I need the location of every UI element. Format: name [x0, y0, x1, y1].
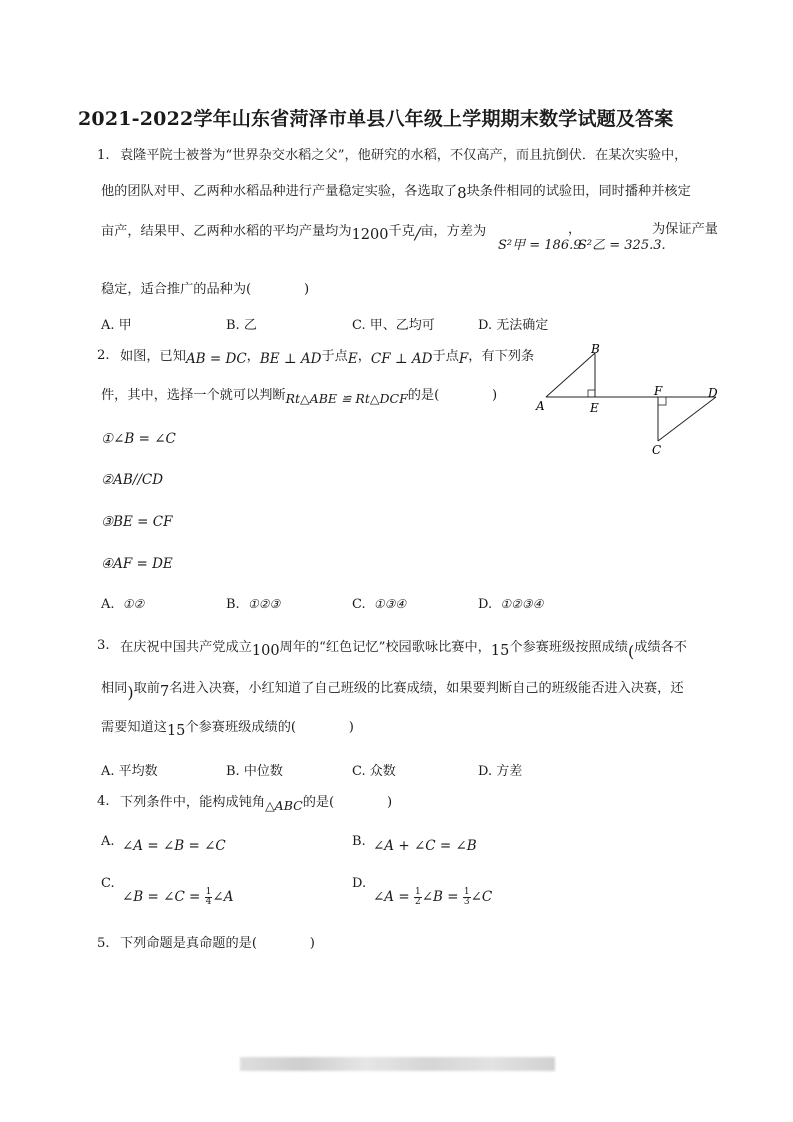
option-label: D.: [478, 597, 493, 612]
option-a[interactable]: ∠A = ∠B = ∠C: [122, 838, 226, 854]
text-run: 的是( ): [407, 388, 498, 403]
variance-jia: S²甲 = 186.9: [498, 238, 582, 253]
option-b[interactable]: ∠A + ∠C = ∠B: [373, 838, 477, 854]
denominator: 3: [463, 897, 470, 907]
math-f: F: [458, 351, 469, 367]
option-d[interactable]: [373, 888, 492, 907]
option-c[interactable]: [122, 888, 233, 907]
math-paren: ): [127, 683, 134, 702]
geometry-figure: [530, 340, 730, 458]
fraction: [414, 888, 422, 907]
condition-1: ①∠B = ∠C: [101, 431, 176, 447]
right-angle-e: [588, 390, 595, 397]
option-c[interactable]: [352, 597, 406, 612]
option-label: B.: [226, 597, 240, 612]
math-be-perp-ad: BE ⊥ AD: [259, 351, 322, 367]
option-value: ①②③: [247, 597, 281, 611]
option-label: A.: [101, 597, 115, 612]
text-run: 亩，方差为: [420, 224, 487, 239]
text-run: 下列条件中，能构成钝角: [120, 795, 266, 810]
option-a[interactable]: A. 甲: [101, 318, 132, 333]
option-c[interactable]: C. 众数: [352, 764, 396, 779]
text-run: 的是( ): [302, 795, 393, 810]
text-run: 如图，已知: [120, 349, 186, 364]
question-text: 稳定，适合推广的品种为( ): [101, 282, 310, 297]
question-number: 5.: [97, 936, 110, 951]
line-cd: [658, 397, 716, 441]
text-run: 在庆祝中国共产党成立: [120, 640, 252, 655]
fraction: [463, 888, 471, 907]
text-run: 相同: [101, 681, 128, 696]
question-text: 下列命题是真命题的是( ): [120, 936, 315, 951]
text-run: 亩产，结果甲、乙两种水稻的平均产量均为: [101, 224, 352, 239]
point-c-label: C: [652, 443, 662, 457]
point-e-label: E: [590, 401, 599, 415]
question-number: 1.: [97, 148, 110, 163]
question-number: 4.: [97, 794, 110, 809]
text-run: 于点: [432, 349, 459, 364]
option-d-label[interactable]: D.: [352, 876, 367, 891]
option-b[interactable]: B. 乙: [226, 318, 257, 333]
text-run: 周年的“红色记忆”校园歌咏比赛中，: [279, 640, 491, 655]
point-d-label: D: [708, 386, 718, 400]
math-15: 15: [490, 643, 510, 659]
question-text: [101, 386, 497, 405]
text-run: ，有下列条: [468, 349, 535, 364]
question-text: [120, 637, 687, 661]
text-run: 成绩各不: [634, 640, 687, 655]
math-congruence: Rt△ABE ≌ Rt△DCF: [285, 391, 408, 406]
denominator: 2: [414, 897, 421, 907]
text-run: 千克: [388, 224, 415, 239]
text-run: 需要知道这: [101, 720, 167, 735]
math-e: E: [347, 351, 358, 367]
option-value: ①②③④: [500, 597, 544, 611]
text-run: 个参赛班级成绩的( ): [185, 720, 354, 735]
question-number: 2.: [97, 348, 110, 363]
math-paren: (: [628, 642, 635, 661]
math-ab-dc: AB = DC: [185, 351, 247, 367]
option-value: ①③④: [373, 597, 407, 611]
question-text: [101, 718, 354, 737]
math-run: ∠A =: [373, 889, 414, 905]
option-d[interactable]: D. 方差: [478, 764, 523, 779]
math-run: ∠B =: [421, 889, 463, 905]
text-run: 取前: [133, 681, 160, 696]
question-text: [101, 181, 691, 201]
point-a-label: A: [536, 399, 545, 413]
page-title: 2021-2022学年山东省菏泽市单县八年级上学期期末数学试题及答案: [78, 108, 674, 130]
math-1200: 1200: [351, 227, 389, 243]
question-number: 3.: [97, 638, 110, 653]
condition-2: ②AB//CD: [101, 472, 164, 488]
text-run: ，: [568, 222, 582, 237]
blurred-footer: [240, 1057, 555, 1071]
option-value: ①②: [122, 597, 145, 611]
math-8: 8: [457, 184, 467, 202]
text-run: 个参赛班级按照成绩: [509, 640, 628, 655]
text-run: ，: [246, 349, 260, 364]
math-run: ∠C: [470, 889, 493, 905]
math-run: ∠A: [212, 889, 234, 905]
point-f-label: F: [654, 384, 663, 398]
question-text: [101, 678, 684, 702]
math-run: ∠B = ∠C =: [122, 889, 205, 905]
option-b-label[interactable]: B.: [352, 834, 366, 849]
option-c-label[interactable]: C.: [101, 876, 115, 891]
question-text: 袁隆平院士被誉为“世界杂交水稻之父”，他研究的水稻，不仅高产，而且抗倒伏．在某次实验中，: [120, 148, 688, 163]
question-text: [120, 347, 534, 366]
question-text: [101, 221, 486, 241]
right-angle-f: [658, 397, 666, 405]
denominator: 4: [205, 897, 212, 907]
text-run: 块条件相同的试验田，同时播种并核定: [466, 184, 691, 199]
variance-yi: S²乙 = 325.3.: [578, 238, 666, 253]
option-a[interactable]: A. 平均数: [101, 764, 158, 779]
option-label: C.: [352, 597, 366, 612]
math-slash: /: [414, 224, 421, 243]
text-run: 他的团队对甲、乙两种水稻品种进行产量稳定实验，各选取了: [101, 184, 458, 199]
math-7: 7: [160, 684, 170, 700]
option-a-label[interactable]: A.: [101, 834, 115, 849]
option-b[interactable]: B. 中位数: [226, 764, 283, 779]
text-run: ，: [357, 349, 371, 364]
option-d[interactable]: D. 无法确定: [478, 318, 549, 333]
text-run: 件，其中，选择一个就可以判断: [101, 388, 286, 403]
numerator: 1: [463, 887, 470, 897]
option-c[interactable]: C. 甲、乙均可: [352, 318, 435, 333]
option-b[interactable]: [226, 597, 280, 612]
text-run: 于点: [321, 349, 348, 364]
question-text: 为保证产量: [652, 222, 718, 237]
option-d[interactable]: [478, 597, 543, 612]
numerator: 1: [414, 887, 421, 897]
text-run: 名进入决赛，小红知道了自己班级的比赛成绩，如果要判断自己的班级能否进入决赛，还: [169, 681, 684, 696]
question-text: [120, 793, 392, 812]
math-100: 100: [251, 643, 280, 659]
point-b-label: B: [591, 342, 600, 356]
option-a[interactable]: [101, 597, 144, 612]
math-15: 15: [166, 723, 186, 739]
math-cf-perp-ad: CF ⊥ AD: [370, 351, 433, 367]
condition-3: ③BE = CF: [101, 514, 173, 530]
condition-4: ④AF = DE: [101, 556, 173, 572]
math-triangle: △ABC: [265, 798, 303, 813]
numerator: 1: [205, 887, 212, 897]
